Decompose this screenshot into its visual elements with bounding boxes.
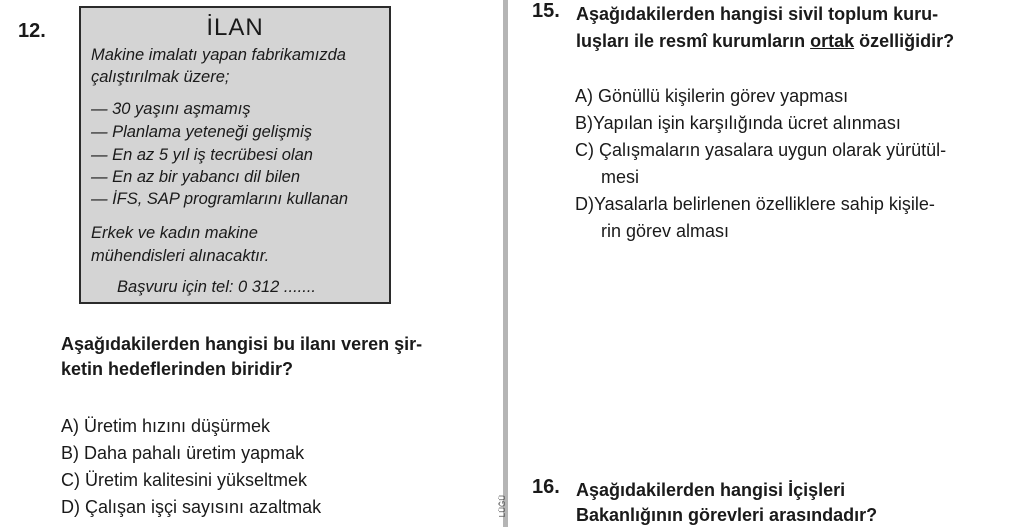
- question-15-stem-pre: luşları ile resmî kurumların: [576, 31, 811, 51]
- ilan-criterion: — En az 5 yıl iş tecrübesi olan: [91, 146, 313, 164]
- question-15-stem-line-1: Aşağıdakilerden hangisi sivil toplum kuru-: [576, 4, 939, 24]
- question-16-stem-line-2: Bakanlığının görevleri arasındadır?: [576, 505, 878, 525]
- option-letter: A): [575, 86, 593, 106]
- ilan-intro-line-1: Makine imalatı yapan fabrikamızda: [91, 46, 346, 64]
- question-15-option-a[interactable]: [575, 84, 848, 109]
- ilan-contact: Başvuru için tel: 0 312 .......: [117, 278, 317, 296]
- question-15-option-b[interactable]: [575, 111, 901, 136]
- column-divider: [503, 0, 508, 527]
- question-12-stem-line-2: ketin hedeflerinden biridir?: [61, 359, 294, 379]
- question-15-stem-post: özelliğidir?: [854, 31, 955, 51]
- question-12-option-a[interactable]: A) Üretim hızını düşürmek: [61, 416, 271, 436]
- ilan-box: [79, 6, 391, 304]
- side-margin-text: LÜĞÜ: [498, 495, 507, 518]
- question-15-number: 15.: [532, 0, 560, 22]
- question-15-option-c[interactable]: [575, 138, 946, 163]
- ilan-title: İLAN: [206, 14, 264, 41]
- ilan-closing-line-1: Erkek ve kadın makine: [91, 224, 258, 242]
- option-text: Yapılan işin karşılığında ücret alınması: [593, 113, 901, 133]
- question-12-number: 12.: [18, 20, 46, 42]
- ilan-criterion: — Planlama yeteneği gelişmiş: [91, 123, 313, 141]
- question-16-number: 16.: [532, 476, 560, 498]
- question-12-stem-line-1: Aşağıdakilerden hangisi bu ilanı veren şir-: [61, 334, 423, 354]
- question-12-option-d[interactable]: D) Çalışan işçi sayısını azaltmak: [61, 497, 322, 517]
- ilan-intro-line-2: çalıştırılmak üzere;: [91, 68, 230, 86]
- option-letter: C): [575, 140, 594, 160]
- option-letter: D): [575, 194, 594, 214]
- option-text: Çalışmaların yasalara uygun olarak yürütül-: [599, 140, 947, 160]
- question-15-stem-line-2: [576, 29, 954, 54]
- option-text: Yasalarla belirlenen özelliklere sahip kişile-: [594, 194, 935, 214]
- option-text: Gönüllü kişilerin görev yapması: [598, 86, 849, 106]
- question-15-stem-underlined-word: ortak: [810, 31, 855, 51]
- question-12-option-c[interactable]: C) Üretim kalitesini yükseltmek: [61, 470, 308, 490]
- question-15-option-d[interactable]: [575, 192, 935, 217]
- option-letter: B): [575, 113, 593, 133]
- ilan-closing-line-2: mühendisleri alınacaktır.: [91, 247, 270, 265]
- question-12-option-b[interactable]: B) Daha pahalı üretim yapmak: [61, 443, 305, 463]
- question-15-option-d-cont[interactable]: rin görev alması: [601, 221, 730, 241]
- ilan-criterion: — En az bir yabancı dil bilen: [91, 168, 301, 186]
- question-16-stem-line-1: Aşağıdakilerden hangisi İçişleri: [576, 480, 846, 500]
- question-15-option-c-cont[interactable]: mesi: [601, 167, 640, 187]
- ilan-criterion: — 30 yaşını aşmamış: [91, 100, 251, 118]
- ilan-criterion: — İFS, SAP programlarını kullanan: [91, 190, 349, 208]
